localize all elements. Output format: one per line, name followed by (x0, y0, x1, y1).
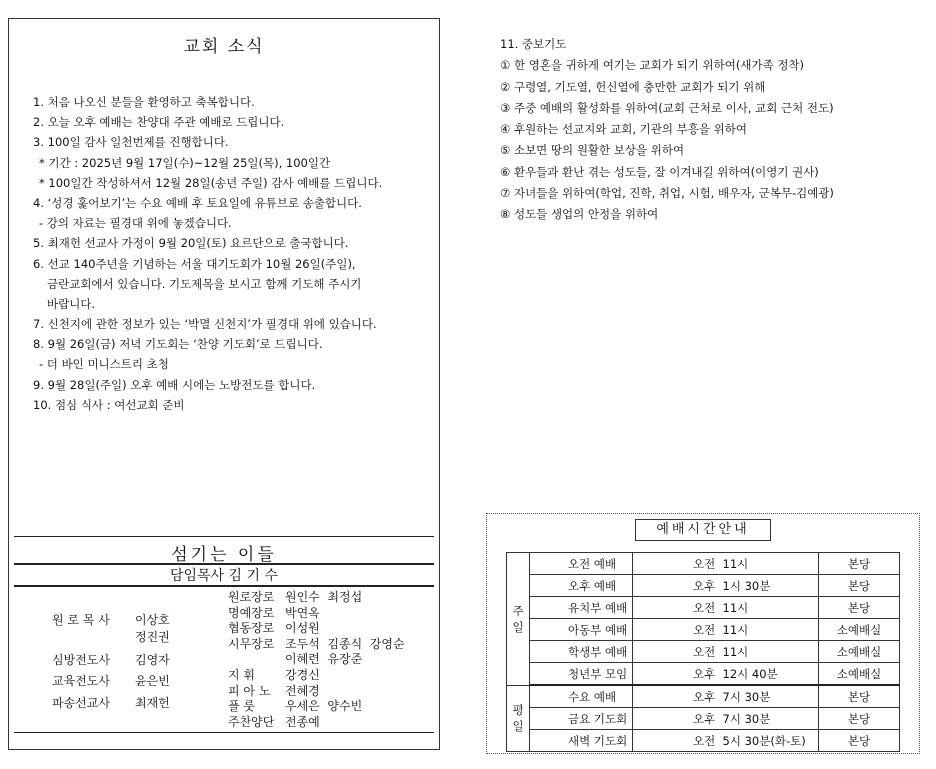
staff-role: 피 아 노 (228, 683, 271, 698)
news-item: 10. 점심 식사 : 여선교회 준비 (33, 397, 185, 412)
service-time: 오후 1시 30분 (633, 575, 819, 597)
service-time: 오전 5시 30분(화-토) (633, 730, 819, 752)
news-item: - 강의 자료는 필경대 위에 놓겠습니다. (39, 216, 232, 231)
sunday-group-label (507, 553, 530, 686)
schedule-row (507, 663, 900, 686)
staff-role-emeritus: 원 로 목 사 (52, 613, 110, 627)
news-item: 8. 9월 26일(금) 저녁 기도회는 ‘찬양 기도회’로 드립니다. (33, 337, 323, 352)
news-item: 금란교회에서 있습니다. 기도제목을 보시고 함께 기도해 주시기 (47, 276, 362, 291)
prayer-item: ⑧ 성도들 생업의 안정을 위하여 (500, 207, 659, 222)
prayer-item: ⑥ 환우들과 환난 겪는 성도들, 잘 이겨내길 위하여(이영기 권사) (500, 164, 819, 179)
service-name: 수요 예배 (530, 685, 633, 708)
prayer-list (500, 34, 834, 226)
news-title: 교회 소식 (183, 37, 265, 57)
news-item: 1. 처음 나오신 분들을 환영하고 축복합니다. (33, 95, 255, 109)
news-item: 6. 선교 140주년을 기념하는 서울 대기도회가 10월 26일(주일), (33, 256, 356, 271)
schedule-row (507, 641, 900, 663)
staff-role-visit: 심방전도사 (52, 653, 110, 667)
service-place: 소예배실 (819, 641, 900, 663)
staff-name-emeritus-2: 정진권 (135, 630, 170, 644)
staff-name-mission: 최재헌 (135, 696, 170, 710)
senior-pastor: 담임목사 김 기 수 (169, 568, 279, 584)
staff-role: 원로장로 (228, 590, 275, 604)
staff-names: 전종예 (285, 714, 320, 729)
service-place: 소예배실 (819, 663, 900, 686)
prayer-item: ⑦ 자녀들을 위하여(학업, 진학, 취업, 시험, 배우자, 군복무-김예광) (500, 186, 834, 201)
service-name: 새벽 기도회 (530, 730, 633, 752)
prayer-title: 11. 중보기도 (500, 37, 567, 51)
service-time: 오전 11시 (633, 597, 819, 619)
news-list (33, 92, 438, 415)
news-item: * 100일간 작성하셔서 12월 28일(송년 주일) 감사 예배를 드립니다. (39, 175, 383, 190)
schedule-row (507, 575, 900, 597)
weekday-group-char: 일 (512, 719, 524, 734)
prayer-item: ③ 주중 예배의 활성화를 위하여(교회 근처로 이사, 교회 근처 전도) (500, 100, 834, 115)
staff-name-emeritus-1: 이상호 (135, 613, 170, 627)
schedule-title: 예배시간안내 (635, 519, 771, 541)
service-place: 본당 (819, 575, 900, 597)
prayer-item: ⑤ 소보면 땅의 원활한 보상을 위하여 (500, 143, 685, 158)
schedule-row (507, 685, 900, 708)
staff-role: 명예장로 (228, 605, 275, 620)
staff-role: 지 휘 (228, 668, 255, 682)
service-time: 오후 7시 30분 (633, 708, 819, 730)
prayer-item: ④ 후원하는 선교지와 교회, 기관의 부흥을 위하여 (500, 122, 747, 137)
service-time: 오후 7시 30분 (633, 685, 819, 708)
schedule-row (507, 708, 900, 730)
news-item: 3. 100일 감사 일천번제를 진행합니다. (33, 135, 229, 150)
schedule-table (506, 552, 900, 752)
staff-name-education: 윤은빈 (135, 674, 170, 688)
service-place: 소예배실 (819, 619, 900, 641)
divider (14, 585, 434, 587)
service-time: 오전 11시 (633, 641, 819, 663)
staff-role-mission: 파송선교사 (52, 696, 110, 710)
staff-names: 이혜련 유장준 (285, 652, 363, 667)
sunday-group-char: 일 (512, 619, 524, 634)
schedule-row (507, 597, 900, 619)
staff-role-education: 교육전도사 (52, 674, 110, 688)
staff-names: 이성원 (285, 621, 320, 636)
service-time: 오전 11시 (633, 619, 819, 641)
staff-names: 조두석 김종식 강영순 (285, 636, 405, 651)
staff-role: 협동장로 (228, 621, 275, 636)
service-name: 학생부 예배 (530, 641, 633, 663)
divider (14, 732, 434, 733)
service-time: 오후 12시 40분 (633, 663, 819, 686)
prayer-item: ② 구령열, 기도열, 헌신열에 충만한 교회가 되기 위해 (500, 79, 766, 94)
news-item: - 더 바인 미니스트리 초청 (39, 357, 169, 372)
staff-names: 박연옥 (285, 605, 320, 620)
news-item: * 기간 : 2025년 9월 17일(수)~12월 25일(목), 100일간 (39, 155, 331, 170)
service-place: 본당 (819, 730, 900, 752)
news-item: 5. 최재헌 선교사 가정이 9월 20일(토) 요르단으로 출국합니다. (33, 236, 349, 251)
service-place: 본당 (819, 708, 900, 730)
service-name: 청년부 모임 (530, 663, 633, 686)
staff-role: 주찬양단 (228, 714, 275, 729)
service-name: 오후 예배 (530, 575, 633, 597)
divider (14, 536, 434, 537)
staff-role: 플 룻 (228, 699, 255, 714)
servers-title: 섬기는 이들 (171, 545, 277, 565)
news-item: 바랍니다. (47, 296, 96, 311)
weekday-group-label (507, 685, 530, 752)
service-time: 오전 11시 (633, 553, 819, 575)
service-name: 오전 예배 (530, 553, 633, 575)
staff-role: 시무장로 (228, 636, 275, 651)
service-name: 금요 기도회 (530, 708, 633, 730)
news-item: 2. 오늘 오후 예배는 찬양대 주관 예배로 드립니다. (33, 115, 285, 130)
staff-names: 강경신 (285, 668, 320, 682)
staff-names: 원인수 최정섭 (285, 590, 363, 604)
service-place: 본당 (819, 685, 900, 708)
schedule-row (507, 553, 900, 575)
news-item: 4. ‘성경 훑어보기’는 수요 예배 후 토요일에 유튜브로 송출합니다. (33, 195, 362, 210)
service-place: 본당 (819, 553, 900, 575)
schedule-row (507, 619, 900, 641)
staff-names: 전혜경 (285, 683, 320, 698)
prayer-item: ① 한 영혼을 귀하게 여기는 교회가 되기 위하여(새가족 정착) (500, 58, 805, 73)
schedule-row (507, 730, 900, 752)
staff-name-visit: 김영자 (135, 653, 170, 667)
weekday-group-char: 평 (512, 703, 524, 718)
news-item: 7. 신천지에 관한 정보가 있는 ‘박멸 신천지’가 필경대 위에 있습니다. (33, 317, 377, 332)
news-item: 9. 9월 28일(주일) 오후 예배 시에는 노방전도를 합니다. (33, 377, 316, 392)
service-name: 아동부 예배 (530, 619, 633, 641)
service-place: 본당 (819, 597, 900, 619)
service-name: 유치부 예배 (530, 597, 633, 619)
staff-names: 우세은 양수빈 (285, 699, 363, 714)
sunday-group-char: 주 (512, 603, 524, 618)
